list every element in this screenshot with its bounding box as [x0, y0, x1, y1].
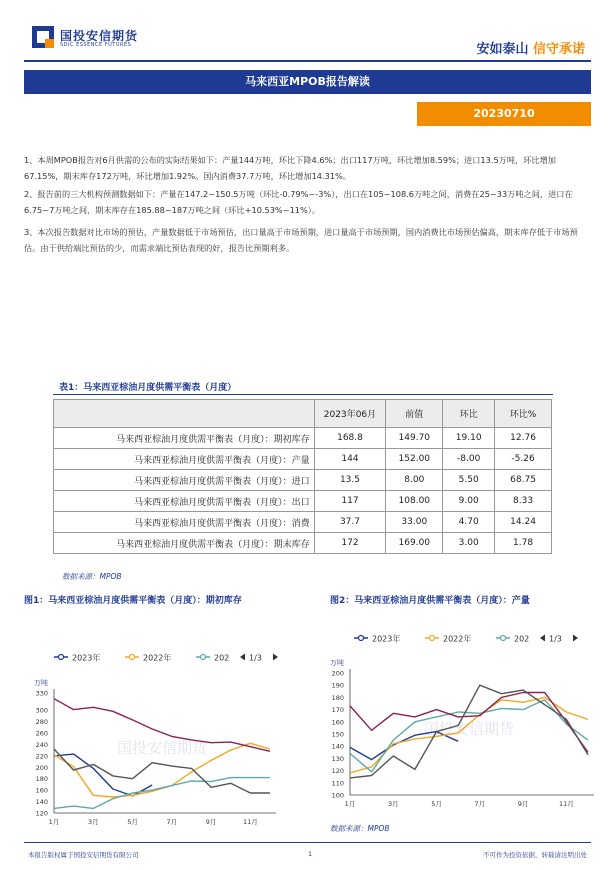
row-label: 马来西亚棕油月度供需平衡表（月度）：期初库存 — [54, 428, 315, 449]
row-label: 马来西亚棕油月度供需平衡表（月度）：期末库存 — [54, 533, 315, 554]
cell-change: 3.00 — [443, 533, 495, 554]
table-row — [54, 533, 552, 554]
y-tick-label: 160 — [35, 786, 48, 795]
pager-prev-icon — [540, 635, 545, 642]
paragraph-2: 2、报告前的三大机构预测数据如下：产量在147.2~150.5万吨（环比-0.79%~-3%），出口在105~108.6万吨之间，消费在25~33万吨之间，进口在6.75~7万吨之间，期末库存在185.88~187万吨之间（环比+10.53%~11%）。 — [24, 189, 573, 215]
cell-change: 9.00 — [443, 491, 495, 512]
watermark-text: 国投安信期货 — [423, 720, 515, 738]
x-tick-label: 5月 — [431, 800, 442, 808]
table-title: 表1：马来西亚棕油月度供需平衡表（月度） — [59, 383, 237, 393]
legend-label: 2022年 — [443, 634, 472, 644]
legend-label: 202 — [214, 653, 230, 663]
cell-change: 5.50 — [443, 470, 495, 491]
table-header-cell: 环比 — [443, 400, 495, 428]
cell-previous: 169.00 — [386, 533, 443, 554]
y-tick-label: 110 — [331, 779, 344, 788]
cell-current: 172 — [314, 533, 386, 554]
y-tick-label: 280 — [35, 718, 48, 727]
paragraph-1: 1、本周MPOB报告对6月供需的公布的实际结果如下：产量144万吨，环比下降4.6%；出口117万吨，环比增加8.59%；进口13.5万吨，环比增加67.15%，期末库存172万吨，环比增加1.92%。国内消费37.7万吨，环比增加14.31%。 — [24, 155, 556, 181]
x-tick-label: 3月 — [387, 800, 399, 808]
cell-current: 117 — [314, 491, 386, 512]
y-tick-label: 240 — [35, 740, 48, 749]
slogan-part2: 信守承诺 — [532, 42, 585, 57]
cell-change-pct: 12.76 — [495, 428, 552, 449]
cell-current: 144 — [314, 449, 386, 470]
cell-change-pct: 8.33 — [495, 491, 552, 512]
table-header-cell: 前值 — [386, 400, 443, 428]
cell-change-pct: 1.78 — [495, 533, 552, 554]
page-number: 1 — [308, 850, 313, 858]
y-tick-label: 130 — [331, 754, 344, 763]
y-tick-label: 120 — [35, 809, 48, 818]
cell-previous: 152.00 — [386, 449, 443, 470]
axis-unit-label: 万吨 — [330, 659, 344, 667]
header-divider — [24, 60, 591, 62]
y-tick-label: 160 — [331, 718, 344, 727]
y-tick-label: 200 — [331, 669, 344, 678]
y-tick-label: 300 — [35, 706, 48, 715]
chart-opening-stock — [20, 643, 290, 833]
report-date: 20230710 — [417, 102, 591, 126]
legend-marker — [501, 636, 506, 641]
legend-marker — [430, 636, 435, 641]
y-tick-label: 260 — [35, 729, 48, 738]
cell-previous: 108.00 — [386, 491, 443, 512]
figure-source: 数据来源：MPOB — [330, 824, 390, 833]
pager-next-icon — [273, 654, 278, 661]
y-tick-label: 330 — [35, 689, 48, 698]
y-tick-label: 140 — [35, 798, 48, 807]
x-tick-label: 7月 — [474, 800, 486, 808]
slogan — [476, 38, 585, 57]
table-row — [54, 470, 552, 491]
logo-icon — [32, 26, 54, 48]
series-line — [54, 778, 270, 809]
pager-prev-icon — [240, 654, 245, 661]
y-tick-label: 100 — [331, 791, 344, 800]
legend-label: 2023年 — [372, 634, 401, 644]
x-tick-label: 1月 — [344, 800, 356, 808]
table-header-cell: 2023年06月 — [314, 400, 386, 428]
table-source: 数据来源：MPOB — [62, 572, 122, 581]
y-tick-label: 150 — [331, 730, 344, 739]
table-title-divider — [53, 394, 553, 395]
y-tick-label: 120 — [331, 767, 344, 776]
cell-current: 13.5 — [314, 470, 386, 491]
y-tick-label: 170 — [331, 706, 344, 715]
legend-marker — [201, 655, 206, 660]
x-tick-label: 11月 — [242, 818, 258, 826]
table-row — [54, 491, 552, 512]
cell-change: 19.10 — [443, 428, 495, 449]
axis-unit-label: 万吨 — [34, 679, 48, 687]
watermark-text: 国投安信期货 — [116, 739, 208, 757]
footer-disclaimer: 不可作为投资依据，转载请注明出处 — [483, 851, 587, 859]
row-label: 马来西亚棕油月度供需平衡表（月度）：出口 — [54, 491, 315, 512]
y-tick-label: 190 — [331, 681, 344, 690]
legend-label: 202 — [514, 634, 530, 644]
x-tick-label: 7月 — [166, 818, 178, 826]
row-label: 马来西亚棕油月度供需平衡表（月度）：产量 — [54, 449, 315, 470]
legend-pager: 1/3 — [249, 653, 262, 663]
x-tick-label: 1月 — [48, 818, 60, 826]
x-tick-label: 9月 — [205, 818, 217, 826]
x-tick-label: 9月 — [517, 800, 529, 808]
footer-divider — [24, 842, 591, 843]
x-tick-label: 5月 — [127, 818, 138, 826]
row-label: 马来西亚棕油月度供需平衡表（月度）：进口 — [54, 470, 315, 491]
figure-2-title: 图2：马来西亚棕油月度供需平衡表（月度）：产量 — [330, 596, 530, 606]
x-tick-label: 3月 — [87, 818, 99, 826]
legend-pager: 1/3 — [549, 634, 562, 644]
pager-next-icon — [573, 635, 578, 642]
y-tick-label: 180 — [331, 693, 344, 702]
cell-change-pct: 14.24 — [495, 512, 552, 533]
report-title: 马来西亚MPOB报告解读 — [24, 70, 591, 94]
logo-text: 国投安信期货 — [60, 29, 139, 43]
legend-marker — [130, 655, 135, 660]
table-header-cell — [54, 400, 315, 428]
legend-marker — [359, 636, 364, 641]
cell-change-pct: 68.75 — [495, 470, 552, 491]
cell-change: 4.70 — [443, 512, 495, 533]
logo-subtext: SDIC ESSENCE FUTURES — [60, 42, 132, 48]
legend-label: 2022年 — [143, 653, 172, 663]
legend-marker — [59, 655, 64, 660]
y-tick-label: 140 — [331, 742, 344, 751]
table-row — [54, 449, 552, 470]
paragraph-3: 3、本次报告数据对比市场的预估，产量数据低于市场预估，出口量高于市场预期，进口量高于市场预期，国内消费比市场预估偏高，期末库存低于市场预估。由于供给端比预估的少，而需求端比预估表现的好，报告比预期利多。 — [24, 227, 578, 253]
legend-label: 2023年 — [72, 653, 101, 663]
supply-demand-table — [53, 399, 552, 554]
cell-change: -8.00 — [443, 449, 495, 470]
cell-current: 168.8 — [314, 428, 386, 449]
table-header-cell: 环比% — [495, 400, 552, 428]
cell-previous: 149.70 — [386, 428, 443, 449]
cell-previous: 8.00 — [386, 470, 443, 491]
chart-production — [320, 627, 610, 817]
table-row — [54, 428, 552, 449]
slogan-part1: 安如泰山 — [476, 42, 529, 57]
x-tick-label: 11月 — [558, 800, 574, 808]
row-label: 马来西亚棕油月度供需平衡表（月度）：消费 — [54, 512, 315, 533]
y-tick-label: 200 — [35, 763, 48, 772]
footer-copyright: 本报告版权属于国投安信期货有限公司 — [28, 851, 139, 859]
cell-current: 37.7 — [314, 512, 386, 533]
cell-change-pct: -5.26 — [495, 449, 552, 470]
cell-previous: 33.00 — [386, 512, 443, 533]
y-tick-label: 180 — [35, 775, 48, 784]
table-row — [54, 512, 552, 533]
table-header-row — [54, 400, 552, 428]
y-tick-label: 220 — [35, 752, 48, 761]
figure-1-title: 图1：马来西亚棕油月度供需平衡表（月度）：期初库存 — [24, 596, 242, 606]
